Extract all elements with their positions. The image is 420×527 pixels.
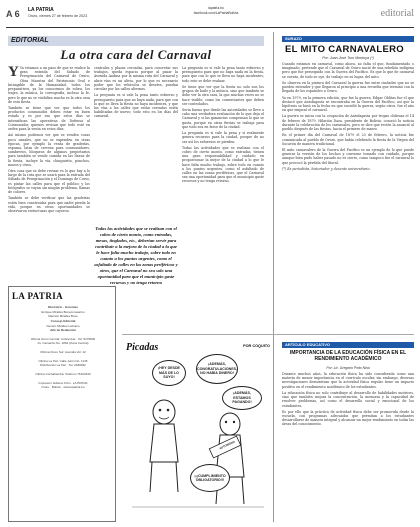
facebook-link[interactable]: facebook.com/LaPatriaBolivia (193, 11, 239, 16)
editorial-column-1 (8, 66, 90, 282)
paragraph: Se observa en la pintura del Carnaval la guerra fue entre ciudades que no se pueden entender y que llegaron al principio a una revuelta que terminó con la llegada de los españoles a Oruro. (282, 80, 414, 94)
paragraph: Sería bueno que desde las autoridades se lleve a cabo una verdadera evaluación de lo que deja el Carnaval y si las ganancias compensan lo que se gasta, porque en otras fiestas se trabaja para que todo sea en favor de la ciudad. (182, 107, 264, 129)
section-rule (122, 334, 414, 335)
staff-line: Oficina La Paz: Calle Junín No. 1145 (38, 358, 88, 363)
editorial-label: EDITORIAL (8, 36, 264, 46)
paragraph: Así mismo podemos ver que se venden cosas poco usuales, que no se expenden en otras épocas, por ejemplo la venta de graderías, espuma, latas de cerveza para consumidores, sombreros, bloqueos de algunos propietarios para también se vende comida en las líneas de la fiesta, incluye la vía, chinguirito, ponchos, mazos y otros. (8, 133, 90, 167)
newspaper-logo: LA PATRIA (28, 7, 54, 13)
article-label: ARTÍCULO EDUCATIVO (282, 342, 414, 348)
web-links (156, 6, 276, 16)
page-header (6, 4, 414, 26)
byline: Por: Lic. Gregorio Pinto Nina (326, 366, 370, 370)
staff-line: Impresión: Editora S.R.L. LA PATRIA (38, 380, 88, 385)
staff-line: Consejo Editorial (50, 318, 76, 323)
paragraph: La educación física no solo contribuye al desarrollo de habilidades motrices, sino que también mejora la concentración, la memoria y la capacidad de resolver problemas, así como el desarrollo social y emocional de los estudiantes. (282, 390, 414, 408)
paragraph: Cuando estamos en carnaval, como ahora, no falta el que, fundamentado o imaginado, pretende que el Carnaval de Oruro nació de una rebelión indígena pero que fue perseguido con la Guerra del Pacífico. Es que lo que de carnaval se cuenta, de todo se oye, de trabajo en su lugar, del mito. (282, 62, 414, 79)
paragraph: En el primer día del Carnaval de 1879 el 23 de febrero, la noticia fue comunicada al pueblo de Oruro, que había celebrado la fiesta de la Virgen del Socavón de manera tradicional. (282, 133, 414, 146)
cartoon-title: Picadas (126, 342, 159, 353)
paragraph: También se debe verificar que las graderías estén bien construidas para que nadie pierda la vida, porque en otras oportunidades se observaron estructuras que cayeron. (8, 196, 90, 213)
paragraph: Y Ya estamos a un paso de que se realice la gran entrada del Sábado de Peregrinación del Carnaval de Oruro, Obra Maestra del Patrimonio Oral e Intangible de la Humanidad, todos los preparativos, ya los conocemos de sobra, los trajes, la música, la coreografía, incluso la fe, pero lo que no se visibiliza mucho es la otra cara de esta fiesta. (8, 66, 90, 104)
staff-line: Directorio · Gerentes (48, 305, 78, 309)
staff-line: Genaro Miralles Lazcano (46, 323, 80, 328)
editorial-column-3 (182, 66, 264, 282)
paragraph: Se tiene que ver que la fiesta no solo son los grupos de baile y la música, sino que también se debe ver la otra cara, la que muchas veces no se hace visible, como los comerciantes que deben ser controlados. (182, 84, 264, 106)
masthead-logo: LA PATRIA (12, 291, 64, 301)
sign-text: AUTORIDAD (218, 439, 236, 451)
paragraph: La pregunta es si vale la pena tanto esfuerzo y presupuesto para que no haya nada, para que con lo que se lleva la fiesta no haya incidentes, y que las vías a las calles que están cerradas estén habilitadas de nuevo; todo esto en los días del carnaval. (94, 93, 178, 119)
staff-line: Oficina Cochabamba: Teléfono 76104630 (35, 372, 91, 377)
pull-quote: Todas las actividades que se realizan con el cobro de cierto monto, como entradas, mesas, tinglados, etc., deberían servir para contribuir a la mejora de la ciudad a la que le hace falta mucho trabajo, sobre todo en cuanto a los puntos urgentes, como el asfaltado de calles en las zonas periféricas y otros, que el Carnaval no sea solo una oportunidad para que el municipio gaste recursos y no tenga retorno (94, 226, 178, 285)
editorial-title: La otra cara del Carnaval (60, 47, 212, 62)
paragraph: La guerra se inicia con la ocupación de Antofagasta por tropas chilenas el 14 de febrero de 1879. Hilarión Daza, presidente de Bolivia, conoció la noticia durante la celebración de los carnavales, pero se dice que recién la anunció al pueblo después de las fiestas, hacia el primero de marzo. (282, 114, 414, 132)
paragraph: Otra cosa que se debe revisar es lo que hay a lo largo de la ruta que se usará para la entrada del Sábado de Peregrinación y el Domingo de Corso, es pintar las calles para que el público y los fotógrafos se vayan sin ningún problema, llamas de colores. (8, 169, 90, 195)
staff-list (12, 305, 114, 390)
editorial-column-2-top (94, 66, 178, 222)
staff-line: Av. Camacho No. 1892 (Zona Central) (37, 341, 89, 346)
opinion-title: EL MITO CARNAVALERO (285, 44, 404, 55)
staff-line: Jefe de Redacción (49, 328, 77, 333)
staff-line: Oficina Oruro Central: Cobranzas · Tel. 5276830 (30, 336, 96, 341)
byline: Por: Juan José Toro Montoya (*) (322, 56, 374, 60)
staff-line: Oficina Oruro Sur: Avenida Vol. 12 (40, 350, 86, 355)
staff-line: Distribución La Paz · Tel. 2480092 (40, 363, 86, 368)
column-label: SURAZO (282, 36, 414, 42)
staff-line: Oruro · Bolivia · www.lapatria.bo (41, 385, 85, 390)
article-title: IMPORTANCIA DE LA EDUCACIÓN FÍSICA EN EL RENDIMIENTO ACADÉMICO (289, 350, 407, 363)
speech-bubble: ¡ADEMÁS, CONGRATULACIONES, NO HABÍA DINERO! (196, 354, 238, 384)
article-body (282, 372, 414, 522)
footnote: (*) Es periodista, historiador y docente universitario. (282, 166, 371, 171)
staff-line: Enrique Miralles Bonecorosarino (41, 309, 85, 314)
drop-cap: Y (8, 66, 19, 80)
opinion-body (282, 62, 414, 324)
page-number: A 6 (6, 9, 20, 19)
section-title: editorial (380, 8, 414, 19)
speech-bubble: ¡¡¡CUMPLIMIENTO OBLIGATORIO!!! (190, 464, 230, 492)
paragraph: La pregunta es si vale la pena y si realmente genera recursos para la ciudad, porque de no ser así los esfuerzos se pierden. (182, 131, 264, 144)
cartoon-author: POR COQUITO (243, 344, 270, 348)
masthead-box (8, 286, 116, 522)
header-rule (6, 27, 414, 28)
website-link[interactable]: lapatria.bo (208, 6, 224, 10)
paragraph: La pregunta es si vale la pena tanto esfuerzo y presupuesto para que no haya nada en la fiesta, para que con lo que se lleva no haya incidentes; todo esto se debe evaluar. (182, 66, 264, 83)
speech-bubble: ¡HEY DESDE MÁS DE LO SUYO! (152, 360, 186, 386)
paragraph: Todas las actividades que se realizan con el cobro de cierto monto, como entradas, tienen una gran responsabilidad y cuidado en proporcionar la mejor de la ciudad a lo que le hace falta mucho trabajo, sobre todo en cuanto a los puntos urgentes, como el asfaltado de calles en las zonas periféricas, que el Carnaval sea una oportunidad para que el municipio gaste recursos y no tenga retorno. (182, 145, 264, 184)
paragraph: El mito carnavalero de la Guerra del Pacífico es un ejemplo de lo que puede generar la versión de los hechos y conviene tomarlo con cuidado, porque aunque bien pudo haber pasado no es cierto, como tampoco fue el carnaval lo que provocó la pérdida del litoral. (282, 147, 414, 165)
paragraph: Ya en 1979, en la primera edición, que fue la guerra, Edgar Oblitas fue el que destacó que Antofagasta se encontraba en la Guerra del Pacífico, así que la hipótesis se basó en la fecha en que sucedió la guerra, según otros, fue el año en que empezó el carnaval. (282, 95, 414, 113)
staff-line: Marcelo Miralles Bove (48, 314, 78, 319)
paragraph: Durante muchos años, la educación física ha sido considerada como una materia de menor importancia en el currículo escolar, sin embargo, diversas investigaciones demuestran que la actividad física regular tiene un impacto positivo en el rendimiento académico de los estudiantes. (282, 372, 414, 389)
paragraph: centrales y plazas cercadas, para concretar sus trabajos, queda espacio porque al pasar la Avenida Andina por la misma ruta del Carnaval y abrir vías es un alivio, por lo que es necesario poder que los vehículos se desvíen, puedan circular por las calles alternas. (94, 66, 178, 92)
paragraph: Es por ello que la práctica de actividad física debe ser promovida desde la escuela, con programas adecuados que permitan a los estudiantes desarrollarse de manera integral y alcanzar un mejor rendimiento en todas las áreas del conocimiento. (282, 409, 414, 427)
speech-bubble: ¡ADEMÁS, ESTAMOS PAGANDO! (222, 386, 262, 410)
issue-date: Oruro, viernes 27 de febrero de 2023 (28, 14, 88, 18)
cartoon (122, 342, 274, 522)
paragraph: También se tiene que ver que todos los productos consumidos deben estar en buen estado y es por eso que estos días se intensifican las operativas de Defensa al Consumidor, quienes revisan que todo esté en orden para la venta en estos días. (8, 105, 90, 132)
